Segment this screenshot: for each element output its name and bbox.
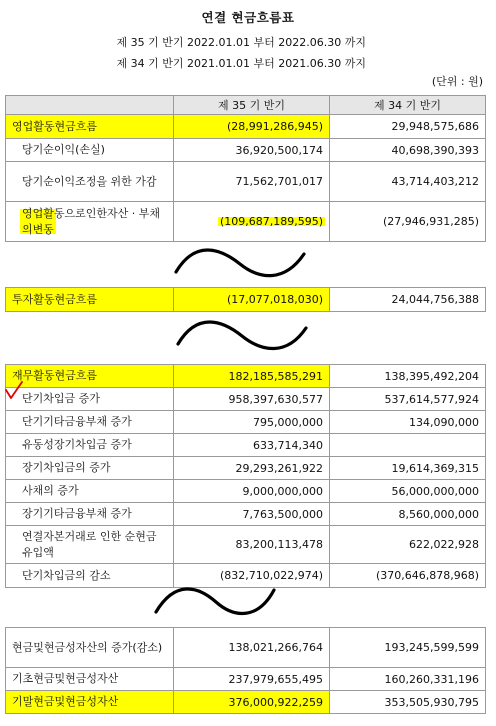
row-label: 당기순이익(손실) xyxy=(6,139,174,162)
row-label: 기말현금및현금성자산 xyxy=(6,691,174,714)
row-current: (832,710,022,974) xyxy=(174,564,330,588)
row-label: 현금및현금성자산의 증가(감소) xyxy=(6,628,174,668)
row-label: 연결자본거래로 인한 순현금유입액 xyxy=(6,526,174,564)
table-row xyxy=(6,503,486,526)
row-current: 633,714,340 xyxy=(174,434,330,457)
table-row xyxy=(6,457,486,480)
row-current: 29,293,261,922 xyxy=(174,457,330,480)
table-header-row xyxy=(6,96,486,115)
header-current: 제 35 기 반기 xyxy=(174,96,330,115)
row-previous: 134,090,000 xyxy=(330,411,486,434)
row-current-text: (109,687,189,595) xyxy=(219,215,323,228)
header-previous: 제 34 기 반기 xyxy=(330,96,486,115)
row-label: 당기순이익조정을 위한 가감 xyxy=(6,162,174,202)
row-current: 237,979,655,495 xyxy=(174,668,330,691)
row-previous: 537,614,577,924 xyxy=(330,388,486,411)
row-label: 장기기타금융부채 증가 xyxy=(6,503,174,526)
row-label: 재무활동현금흐름 xyxy=(6,365,174,388)
row-current: 83,200,113,478 xyxy=(174,526,330,564)
row-label: 단기차입금 증가 xyxy=(6,388,174,411)
row-current: 36,920,500,174 xyxy=(174,139,330,162)
row-current: 182,185,585,291 xyxy=(174,365,330,388)
unit-label: (단위 : 원) xyxy=(431,75,483,88)
row-current: 958,397,630,577 xyxy=(174,388,330,411)
row-label-text: 영업활동으로인한자산 · 부채의변동 xyxy=(22,206,161,236)
period-previous: 제 34 기 반기 2021.01.01 부터 2021.06.30 까지 xyxy=(116,57,366,70)
row-label: 투자활동현금흐름 xyxy=(6,288,174,312)
row-previous: (27,946,931,285) xyxy=(330,202,486,242)
row-current: (28,991,286,945) xyxy=(174,115,330,139)
row-previous: 19,614,369,315 xyxy=(330,457,486,480)
row-previous: 29,948,575,686 xyxy=(330,115,486,139)
header-item xyxy=(6,96,174,115)
row-previous: 193,245,599,599 xyxy=(330,628,486,668)
row-previous: 160,260,331,196 xyxy=(330,668,486,691)
tilde-squiggle-1 xyxy=(170,244,310,284)
table-row xyxy=(6,288,486,312)
row-current: 9,000,000,000 xyxy=(174,480,330,503)
row-label: 영업활동현금흐름 xyxy=(6,115,174,139)
period-current: 제 35 기 반기 2022.01.01 부터 2022.06.30 까지 xyxy=(116,36,366,49)
table-row xyxy=(6,388,486,411)
row-label xyxy=(6,202,174,242)
row-previous: 56,000,000,000 xyxy=(330,480,486,503)
row-previous: (370,646,878,968) xyxy=(330,564,486,588)
table-row xyxy=(6,162,486,202)
table-row xyxy=(6,139,486,162)
table-row xyxy=(6,115,486,139)
row-current: 7,763,500,000 xyxy=(174,503,330,526)
tilde-squiggle-3 xyxy=(150,582,280,624)
checkmark-icon xyxy=(4,380,26,402)
table-row xyxy=(6,691,486,714)
statement-title: 연결 현금흐름표 xyxy=(201,10,295,25)
cashflow-table-financing xyxy=(5,364,486,588)
table-row xyxy=(6,480,486,503)
row-current: 138,021,266,764 xyxy=(174,628,330,668)
row-previous: 24,044,756,388 xyxy=(330,288,486,312)
cashflow-table-investing xyxy=(5,287,486,312)
row-previous: 8,560,000,000 xyxy=(330,503,486,526)
row-previous: 622,022,928 xyxy=(330,526,486,564)
table-row xyxy=(6,434,486,457)
row-previous: 43,714,403,212 xyxy=(330,162,486,202)
table-row xyxy=(6,411,486,434)
row-current: 376,000,922,259 xyxy=(174,691,330,714)
row-label: 유동성장기차입금 증가 xyxy=(6,434,174,457)
table-row xyxy=(6,526,486,564)
tilde-squiggle-2 xyxy=(172,316,312,358)
cashflow-table-totals xyxy=(5,627,486,714)
row-label: 단기차입금의 감소 xyxy=(6,564,174,588)
row-previous: 353,505,930,795 xyxy=(330,691,486,714)
row-label: 사채의 증가 xyxy=(6,480,174,503)
row-previous xyxy=(330,434,486,457)
row-previous: 40,698,390,393 xyxy=(330,139,486,162)
row-previous: 138,395,492,204 xyxy=(330,365,486,388)
cashflow-table-operating xyxy=(5,95,486,242)
row-current: 795,000,000 xyxy=(174,411,330,434)
row-current xyxy=(174,202,330,242)
table-row xyxy=(6,628,486,668)
table-row xyxy=(6,365,486,388)
table-row xyxy=(6,202,486,242)
table-row xyxy=(6,668,486,691)
row-current: (17,077,018,030) xyxy=(174,288,330,312)
row-current: 71,562,701,017 xyxy=(174,162,330,202)
row-label: 기초현금및현금성자산 xyxy=(6,668,174,691)
row-label: 단기기타금융부채 증가 xyxy=(6,411,174,434)
row-label: 장기차입금의 증가 xyxy=(6,457,174,480)
